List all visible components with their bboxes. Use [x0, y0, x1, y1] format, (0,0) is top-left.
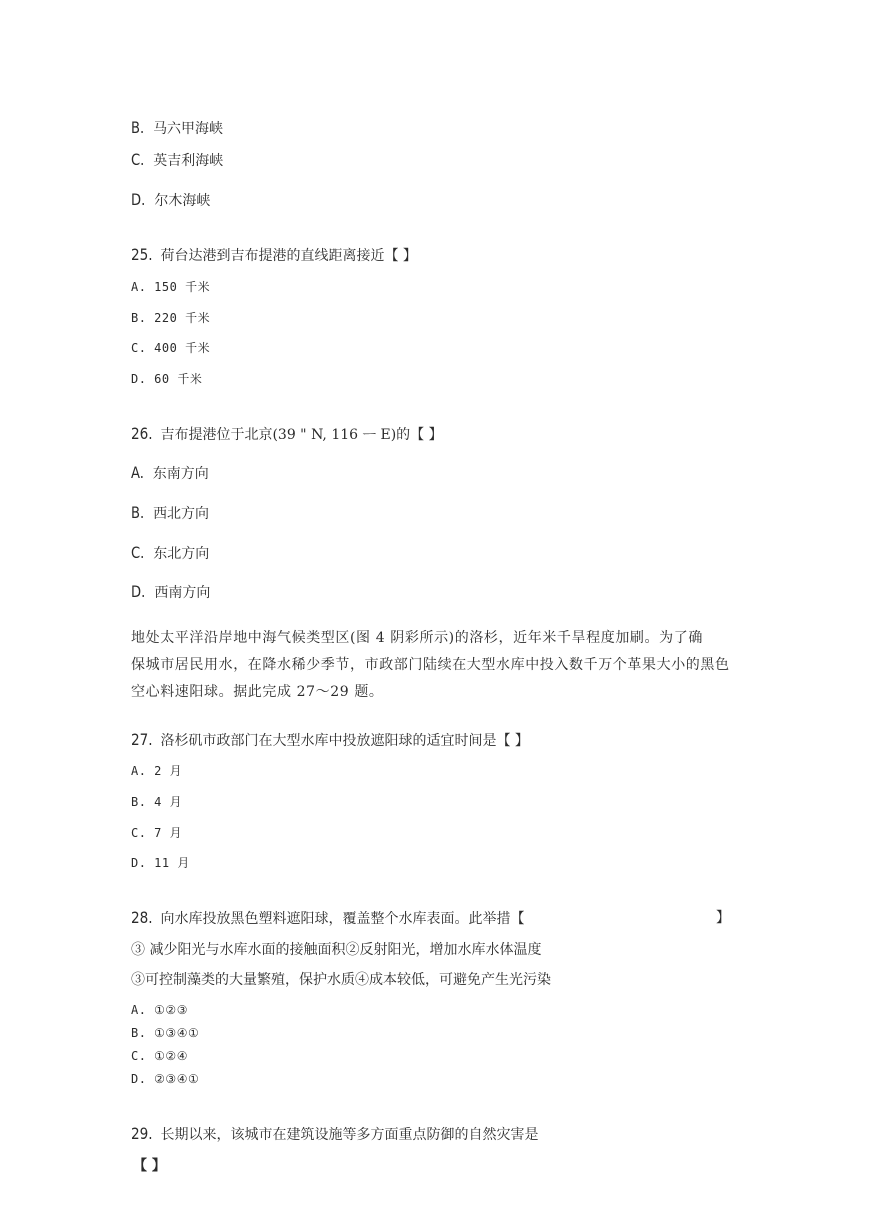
q27-option-b: B. 4 月	[131, 795, 183, 809]
q26-stem	[131, 425, 443, 444]
passage-line: 空心料速阳球。据此完成 27～29 题。	[131, 684, 384, 700]
reading-passage	[131, 625, 741, 706]
q24-option-c	[131, 151, 223, 170]
option-text: 马六甲海峡	[153, 121, 224, 137]
option-letter: A.	[131, 463, 144, 482]
option-letter: B.	[131, 118, 145, 137]
q29-answer-bracket: 【 】	[133, 1158, 166, 1174]
q27-option-d: D. 11 月	[131, 856, 190, 870]
question-number: 27.	[131, 730, 153, 749]
q25-option-d: D. 60 千米	[131, 372, 203, 386]
question-text: 洛杉矶市政部门在大型水库中投放遮阳球的适宜时间是【 】	[160, 733, 529, 749]
q26-option-d	[131, 583, 210, 602]
q28-option-c: C. ①②④	[131, 1049, 188, 1063]
q24-option-d	[131, 191, 210, 210]
passage-line: 保城市居民用水，在降水稀少季节，市政部门陆续在大型水库中投入数千万个革果大小的黑色	[131, 657, 730, 673]
q24-option-b	[131, 119, 223, 138]
question-number: 25.	[131, 245, 153, 264]
option-text: 东南方向	[152, 466, 209, 482]
q25-option-b: B. 220 千米	[131, 311, 211, 325]
q28-stem	[131, 909, 524, 928]
q28-option-a: A. ①②③	[131, 1003, 188, 1017]
option-letter: C.	[131, 150, 145, 169]
option-text: 英吉利海峡	[153, 153, 224, 169]
question-text: 长期以来，该城市在建筑设施等多方面重点防御的自然灾害是	[160, 1127, 539, 1143]
q25-option-a: A. 150 千米	[131, 280, 211, 294]
option-text: 西北方向	[153, 506, 210, 522]
q26-option-b	[131, 504, 209, 523]
option-letter: D.	[131, 582, 146, 601]
option-text: 东北方向	[153, 546, 210, 562]
q26-option-c	[131, 544, 209, 563]
question-number: 28.	[131, 908, 153, 927]
option-letter: D.	[131, 190, 146, 209]
q25-stem	[131, 246, 417, 265]
q28-option-b: B. ①③④①	[131, 1026, 200, 1040]
q28-option-d: D. ②③④①	[131, 1072, 200, 1086]
question-number: 26.	[131, 424, 153, 443]
q28-statement-line-1: ③ 减少阳光与水库水面的接触面积②反射阳光，增加水库水体温度	[131, 942, 542, 958]
q28-close-bracket: 】	[716, 910, 730, 926]
option-text: 西南方向	[154, 585, 211, 601]
q27-option-a: A. 2 月	[131, 764, 183, 778]
passage-line: 地处太平洋沿岸地中海气候类型区(图 4 阴彩所示)的洛杉，近年米千旱程度加刷。为了确	[131, 630, 703, 646]
question-text: 吉布提港位于北京(39 " N, 116 ᅳ E)的【 】	[160, 427, 443, 443]
q26-option-a	[131, 464, 209, 483]
question-text: 荷台达港到吉布提港的直线距离接近【 】	[160, 248, 417, 264]
option-letter: B.	[131, 503, 145, 522]
option-letter: C.	[131, 543, 145, 562]
question-text: 向水库投放黑色塑料遮阳球，覆盖整个水库表面。此举措【	[160, 911, 525, 927]
q27-option-c: C. 7 月	[131, 826, 183, 840]
question-number: 29.	[131, 1124, 153, 1143]
q27-stem	[131, 731, 529, 750]
q28-statement-line-2: ③可控制藻类的大量繁殖，保护水质④成本较低，可避免产生光污染	[131, 972, 551, 988]
q29-stem	[131, 1125, 538, 1144]
q25-option-c: C. 400 千米	[131, 341, 211, 355]
option-text: 尔木海峡	[154, 193, 211, 209]
